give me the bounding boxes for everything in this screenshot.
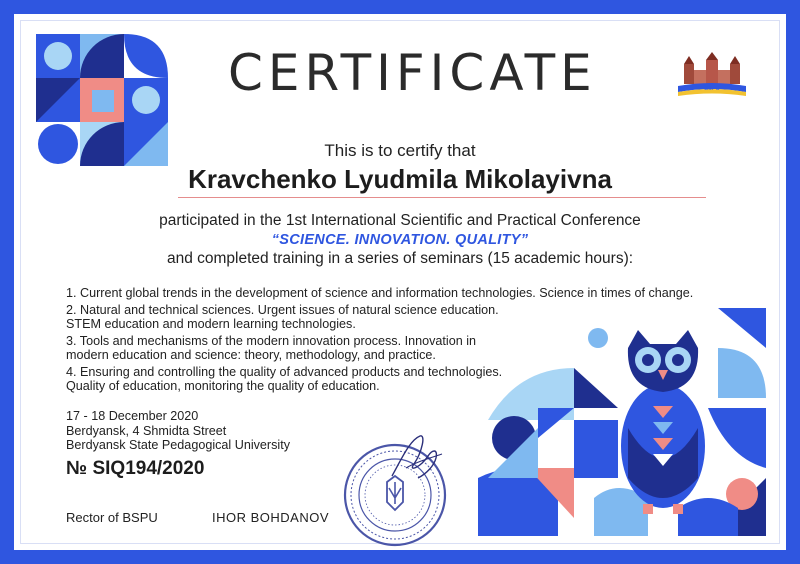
- signer-position: Rector of BSPU: [66, 510, 158, 525]
- event-address: Berdyansk, 4 Shmidta Street: [66, 423, 227, 438]
- certificate-number: № SIQ194/2020: [66, 458, 205, 479]
- event-university: Berdyansk State Pedagogical University: [66, 438, 291, 452]
- university-logo: [676, 50, 748, 98]
- seminar-line: 2. Natural and technical sciences. Urgent issues of natural science education.: [66, 302, 499, 317]
- name-underline: [178, 197, 706, 198]
- certify-line: This is to certify that: [324, 141, 476, 160]
- seminar-line: STEM education and modern learning technologies.: [66, 317, 356, 331]
- seminar-line: modern education and science: theory, methodology, and practice.: [66, 348, 436, 362]
- seminar-line: Quality of education, monitoring the quality of education.: [66, 379, 380, 393]
- training-line: and completed training in a series of seminars (15 academic hours):: [166, 250, 634, 267]
- participation-line: participated in the 1st International Scientific and Practical Conference: [159, 212, 641, 229]
- seminar-item: [66, 286, 746, 301]
- event-dates: 17 - 18 December 2020: [66, 409, 199, 423]
- conference-name: “SCIENCE. INNOVATION. QUALITY”: [271, 232, 529, 248]
- owl-illustration: [478, 308, 766, 536]
- signer-name: IHOR BOHDANOV: [212, 510, 330, 525]
- logo-text: BSPU: [704, 85, 720, 92]
- recipient-name: Kravchenko Lyudmila Mikolayivna: [188, 164, 612, 194]
- seminar-line: 1. Current global trends in the development of science and information technologies. Science in times of change.: [66, 286, 694, 300]
- seminar-line: 4. Ensuring and controlling the quality of advanced products and technologies.: [66, 364, 503, 379]
- seminar-line: 3. Tools and mechanisms of the modern innovation process. Innovation in: [66, 333, 477, 348]
- signature-scribble: [386, 428, 446, 484]
- certificate-title: CERTIFICATE: [228, 44, 597, 102]
- event-info: [66, 409, 290, 453]
